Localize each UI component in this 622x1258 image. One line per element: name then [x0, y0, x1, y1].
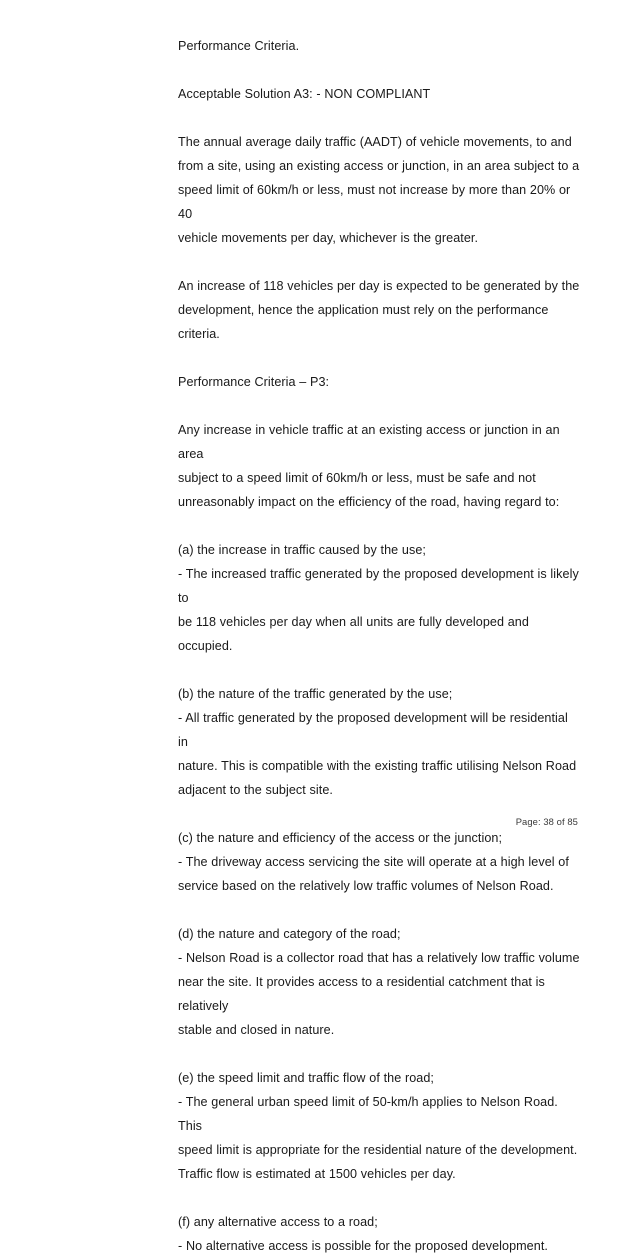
paragraph-performance-criteria-p3-heading	[178, 370, 580, 394]
text-line: unreasonably impact on the efficiency of the road, having regard to:	[178, 495, 560, 509]
text-line: Acceptable Solution A3: - NON COMPLIANT	[178, 87, 431, 101]
paragraph-clause-c	[178, 826, 580, 898]
text-line: An increase of 118 vehicles per day is expected to be generated by the	[178, 279, 580, 293]
text-line: Performance Criteria – P3:	[178, 375, 330, 389]
text-line: (d) the nature and category of the road;	[178, 927, 401, 941]
text-line: (e) the speed limit and traffic flow of the road;	[178, 1071, 434, 1085]
text-line: development, hence the application must rely on the performance criteria.	[178, 303, 549, 341]
document-body	[178, 34, 580, 1258]
text-line: speed limit is appropriate for the residential nature of the development.	[178, 1143, 578, 1157]
page-number-label: Page: 38 of 85	[515, 816, 578, 827]
text-line: service based on the relatively low traffic volumes of Nelson Road.	[178, 879, 554, 893]
paragraph-clause-a	[178, 538, 580, 658]
text-line: from a site, using an existing access or junction, in an area subject to a	[178, 159, 580, 173]
text-line: - All traffic generated by the proposed development will be residential in	[178, 711, 568, 749]
text-line: stable and closed in nature.	[178, 1023, 335, 1037]
text-line: (f) any alternative access to a road;	[178, 1215, 378, 1229]
paragraph-clause-f	[178, 1210, 580, 1258]
text-line: Performance Criteria.	[178, 39, 300, 53]
paragraph-aadt-definition	[178, 130, 580, 250]
text-line: - The driveway access servicing the site will operate at a high level of	[178, 855, 569, 869]
text-line: - The general urban speed limit of 50-km/h applies to Nelson Road. This	[178, 1095, 558, 1133]
page-footer	[0, 812, 622, 830]
text-line: subject to a speed limit of 60km/h or less, must be safe and not	[178, 471, 536, 485]
text-line: - Nelson Road is a collector road that has a relatively low traffic volume	[178, 951, 580, 965]
text-line: The annual average daily traffic (AADT) of vehicle movements, to and	[178, 135, 572, 149]
paragraph-p3-body	[178, 418, 580, 514]
paragraph-clause-e	[178, 1066, 580, 1186]
text-line: vehicle movements per day, whichever is the greater.	[178, 231, 479, 245]
text-line: (c) the nature and efficiency of the access or the junction;	[178, 831, 503, 845]
text-line: (b) the nature of the traffic generated by the use;	[178, 687, 453, 701]
text-line: nature. This is compatible with the existing traffic utilising Nelson Road	[178, 759, 577, 773]
paragraph-clause-d	[178, 922, 580, 1042]
text-line: Traffic flow is estimated at 1500 vehicles per day.	[178, 1167, 456, 1181]
text-line: be 118 vehicles per day when all units are fully developed and occupied.	[178, 615, 529, 653]
text-line: - No alternative access is possible for the proposed development.	[178, 1239, 548, 1253]
text-line: (a) the increase in traffic caused by the use;	[178, 543, 426, 557]
paragraph-clause-b	[178, 682, 580, 802]
paragraph-acceptable-solution-a3	[178, 82, 580, 106]
text-line: near the site. It provides access to a residential catchment that is relatively	[178, 975, 545, 1013]
paragraph-increase-118-vehicles	[178, 274, 580, 346]
text-line: Any increase in vehicle traffic at an existing access or junction in an area	[178, 423, 560, 461]
text-line: adjacent to the subject site.	[178, 783, 333, 797]
text-line: speed limit of 60km/h or less, must not increase by more than 20% or 40	[178, 183, 571, 221]
text-line: - The increased traffic generated by the proposed development is likely to	[178, 567, 579, 605]
paragraph-performance-criteria-heading	[178, 34, 580, 58]
